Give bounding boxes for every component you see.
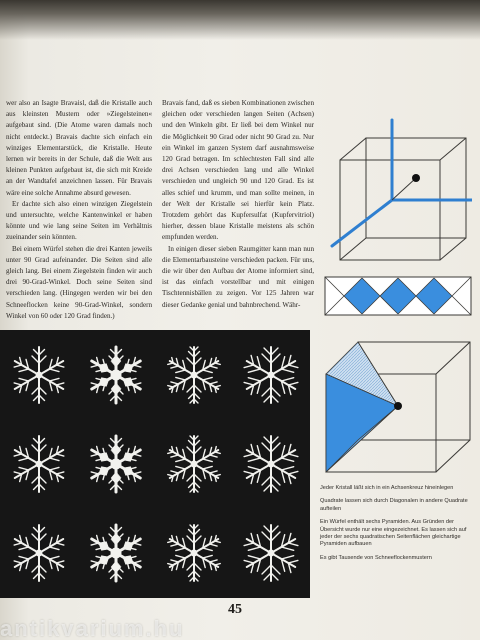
cube-axes-icon xyxy=(322,118,472,268)
text-column-left xyxy=(6,98,152,322)
snowflake-icon xyxy=(162,432,226,496)
cube-axis-diagram xyxy=(322,118,472,268)
diagonal-squares-strip xyxy=(324,276,472,316)
paragraph: Er dachte sich also einen winzigen Ziegelstein und untersuchte, welche Kantenwinkel er haben könnte und wie lang seine Seiten im Verhältnis zueinander sein könnten. xyxy=(6,199,152,242)
page-number: 45 xyxy=(228,602,242,617)
snowflake-icon xyxy=(84,343,148,407)
snowflake-icon xyxy=(162,521,226,585)
binding-shadow xyxy=(0,0,480,40)
caption-snowflakes: Es gibt Tausende von Schneeflockenmustern xyxy=(320,554,432,561)
cube-pyramid-diagram xyxy=(318,326,478,476)
snowflake-photo xyxy=(0,330,310,598)
paragraph: Bravais fand, daß es sieben Kombinationen zwischen gleichen oder verschieden langen Seiten (Achsen) und den Winkeln gibt. Er ließ bei dem Winkel nur die Möglichkeit 90 Grad oder nicht 90 Grad zu. Nur ein Winkel im ganzen System darf ausnahmsweise 120 Grad betragen. Im schlechtesten Fall sind alle drei Achsen verschieden lang und alle Winkel verschieden und ungleich 90 und 120 Grad. Es ist alles schief und krumm, und man sollte meinen, in der Welt der Kristalle sei hierfür kein Platz. Trotzdem gehört das Kupfersulfat (Kupfervitriol) hierher, dessen blaue Kristalle meistens als schön empfunden werden. xyxy=(162,99,314,242)
watermark: antikvarium.hu xyxy=(0,616,185,640)
paragraph: wer also an Isagte Bravaisl, daß die Kristalle auch aus kleinsten Mustern oder »Ziegelsteinen« aufgebaut sind. (Die Atome waren damals noch nicht entdeckt.) Bravais dachte sich einfach ein winziges Elementarstück, die Kristalle. Heute lernen wir bereits in der Schule, daß die Welt aus kleinen Punkten aufgebaut ist, die sich mit Kreide an der Wandtafel anzeichnen lassen. Für Bravais wäre eine solche Annahme absurd gewesen. xyxy=(6,99,152,197)
snowflake-icon xyxy=(239,343,303,407)
snowflake-icon xyxy=(7,521,71,585)
cube-pyramid-icon xyxy=(318,326,478,476)
snowflake-icon xyxy=(239,432,303,496)
triangle-strip-icon xyxy=(324,276,472,316)
snowflake-icon xyxy=(84,521,148,585)
text-column-right xyxy=(162,98,314,311)
snowflake-icon xyxy=(84,432,148,496)
snowflake-icon xyxy=(239,521,303,585)
snowflake-icon xyxy=(7,343,71,407)
snowflake-icon xyxy=(162,343,226,407)
caption-squares: Quadrate lassen sich durch Diagonalen in andere Quadrate aufteilen xyxy=(320,498,468,512)
caption-axis: Jeder Kristall läßt sich in ein Achsenkreuz hineinlegen xyxy=(320,485,454,491)
paragraph: Bei einem Würfel stehen die drei Kanten jeweils unter 90 Grad aufeinander. Die Seiten sind alle gleich lang. Bei einem Ziegelstein finden wir auch drei 90-Grad-Winkel. Doch seine Seiten sind verschieden lang. (Hingegen werden wir bei den Schneeflocken keine 90-Grad-Winkel, sondern Winkel von 60 oder 120 Grad finden.) xyxy=(6,244,152,320)
caption-pyramid: Ein Würfel enthält sechs Pyramiden. Aus Gründen der Übersicht wurde nur eine eingezeichnet. Es lassen sich auf jeder der sechs quadratischen Seitenflächen gleichartige Pyramiden aufbauen xyxy=(320,519,467,548)
snowflake-icon xyxy=(7,432,71,496)
paragraph: In einigen dieser sieben Raumgitter kann man nun die Elementarbausteine verschieden packen. Für uns, die wir über den Aufbau der Atome informiert sind, ist das einfach vorstellbar und mit einigen Tischtennisbällen zu zeigen. Vor 125 Jahren war dieser Gedanke genial und bahnbrechend. Währ- xyxy=(162,244,314,309)
figure-captions xyxy=(320,485,476,568)
